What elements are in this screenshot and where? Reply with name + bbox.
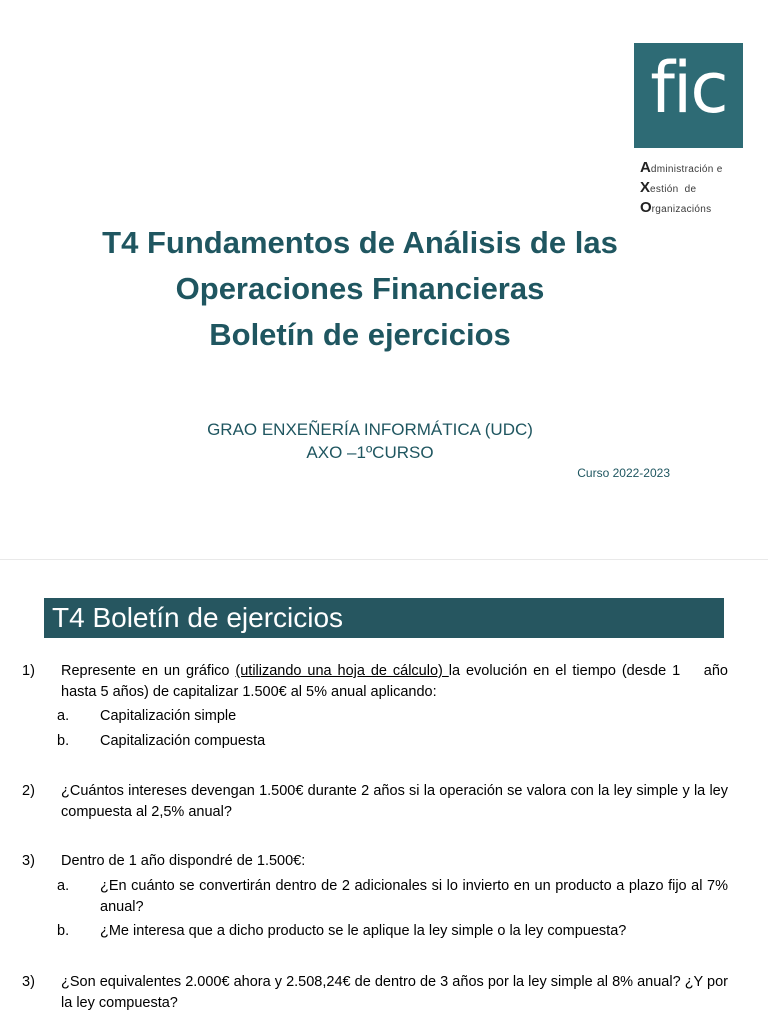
document-title	[60, 220, 660, 358]
item-letter: a.	[57, 878, 70, 894]
question-text: ¿Cuántos intereses devengan 1.500€ durante 2 años si la operación se valora con la ley simple y la ley compuesta al 2,5% anual?	[61, 783, 728, 820]
item-text: Capitalización compuesta	[100, 733, 266, 749]
degree-subtitle	[150, 418, 590, 464]
slide-divider	[0, 559, 768, 560]
axo-logo	[640, 158, 750, 218]
underlined-text: (utilizando una hoja de cálculo)	[235, 663, 449, 679]
degree-name: GRAO ENXEÑERÍA INFORMÁTICA (UDC)	[207, 420, 533, 439]
academic-year: Curso 2022-2023	[577, 466, 670, 480]
axo-cap: X	[640, 179, 651, 196]
item-letter: b.	[57, 923, 70, 939]
question-number: 2)	[22, 783, 35, 799]
section-title: T4 Boletín de ejercicios	[52, 602, 344, 633]
axo-cap: O	[640, 199, 652, 216]
axo-rest: estión de	[650, 184, 697, 195]
course-name: AXO –1ºCURSO	[306, 443, 434, 462]
title-line: Operaciones Financieras	[175, 271, 545, 306]
question-text-part: Represente en un gráfico	[61, 663, 236, 679]
question-number: 3)	[22, 853, 35, 869]
question-text: Dentro de 1 año dispondré de 1.500€:	[61, 853, 306, 869]
axo-rest: rganizacións	[651, 204, 712, 215]
question-text	[61, 661, 733, 703]
title-line: T4 Fundamentos de Análisis de las	[102, 225, 618, 260]
axo-line	[640, 158, 750, 178]
fic-logo	[634, 43, 743, 148]
question-text: ¿Son equivalentes 2.000€ ahora y 2.508,24€ de dentro de 3 años por la ley simple al 8% anual? ¿Y por la ley compuesta?	[61, 974, 728, 1011]
axo-line	[640, 198, 750, 218]
axo-rest: dministración e	[650, 164, 723, 175]
item-letter: a.	[57, 708, 70, 724]
logo-text: fic	[650, 47, 727, 129]
item-text: Capitalización simple	[100, 708, 237, 724]
question-text-part: la evolución en el tiempo (desde 1 año hasta 5 años) de capitalizar 1.500€ al 5% anual aplicando:	[61, 663, 733, 700]
question-number: 1)	[22, 663, 35, 679]
title-line: Boletín de ejercicios	[209, 317, 511, 352]
item-text: ¿En cuánto se convertirán dentro de 2 adicionales si lo invierto en un producto a plazo fijo al 7% anual?	[100, 878, 728, 915]
question-number: 3)	[22, 974, 35, 990]
axo-line	[640, 178, 750, 198]
section-banner	[44, 598, 724, 638]
axo-cap: A	[640, 159, 651, 176]
item-text: ¿Me interesa que a dicho producto se le aplique la ley simple o la ley compuesta?	[100, 923, 627, 939]
item-letter: b.	[57, 733, 70, 749]
